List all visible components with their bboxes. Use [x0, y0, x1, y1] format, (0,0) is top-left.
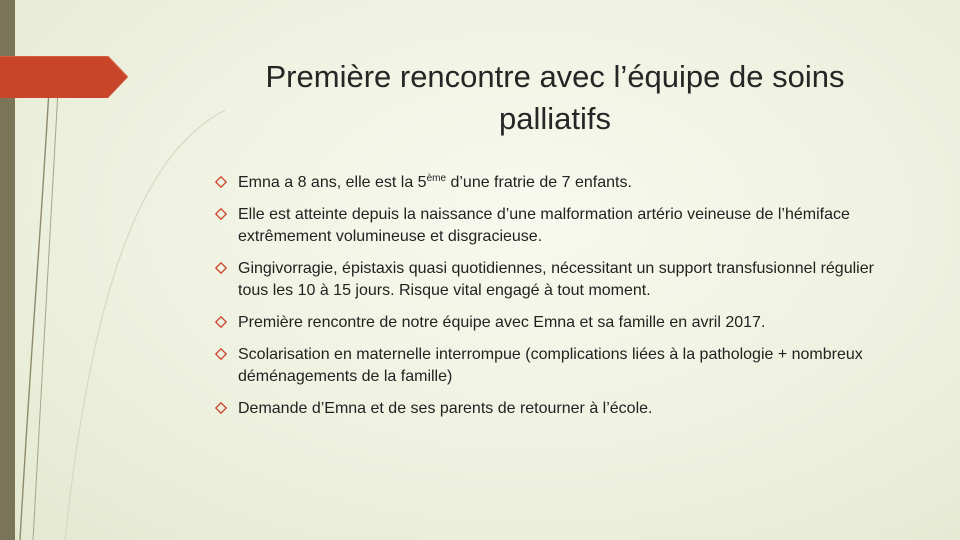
- bullet-item-age: [214, 172, 894, 194]
- diamond-outline-icon: [215, 208, 227, 220]
- diamond-outline-icon: [215, 402, 227, 414]
- bullet-list: [214, 172, 894, 420]
- bullet-item-request: [214, 398, 894, 420]
- bullet-item-malformation: [214, 204, 894, 248]
- diamond-outline-icon: [215, 262, 227, 274]
- slide-title: Première rencontre avec l’équipe de soins palliatifs: [265, 59, 845, 136]
- diamond-outline-icon: [215, 348, 227, 360]
- title-accent-arrow: [0, 56, 130, 98]
- bullet-superscript: ème: [426, 173, 447, 184]
- bullet-text: Emna a 8 ans, elle est la 5: [238, 174, 427, 191]
- bullet-item-symptoms: [214, 258, 894, 302]
- bullet-item-first-meeting: [214, 312, 894, 334]
- bullet-item-schooling: [214, 344, 894, 388]
- bullet-text: Scolarisation en maternelle interrompue (complications liées à la pathologie + nombreux déménagements de la famille): [238, 346, 863, 385]
- bullet-text: Première rencontre de notre équipe avec Emna et sa famille en avril 2017.: [238, 314, 766, 331]
- bullet-text: Elle est atteinte depuis la naissance d’une malformation artério veineuse de l’hémiface extrêmement volumineuse et disgracieuse.: [238, 206, 850, 245]
- diamond-outline-icon: [215, 176, 227, 188]
- bullet-text: Demande d’Emna et de ses parents de retourner à l’école.: [238, 400, 653, 417]
- diamond-outline-icon: [215, 316, 227, 328]
- bullet-text: Gingivorragie, épistaxis quasi quotidiennes, nécessitant un support transfusionnel régulier tous les 10 à 15 jours. Risque vital engagé à tout moment.: [238, 260, 874, 299]
- bullet-text-continued: d’une fratrie de 7 enfants.: [446, 174, 632, 191]
